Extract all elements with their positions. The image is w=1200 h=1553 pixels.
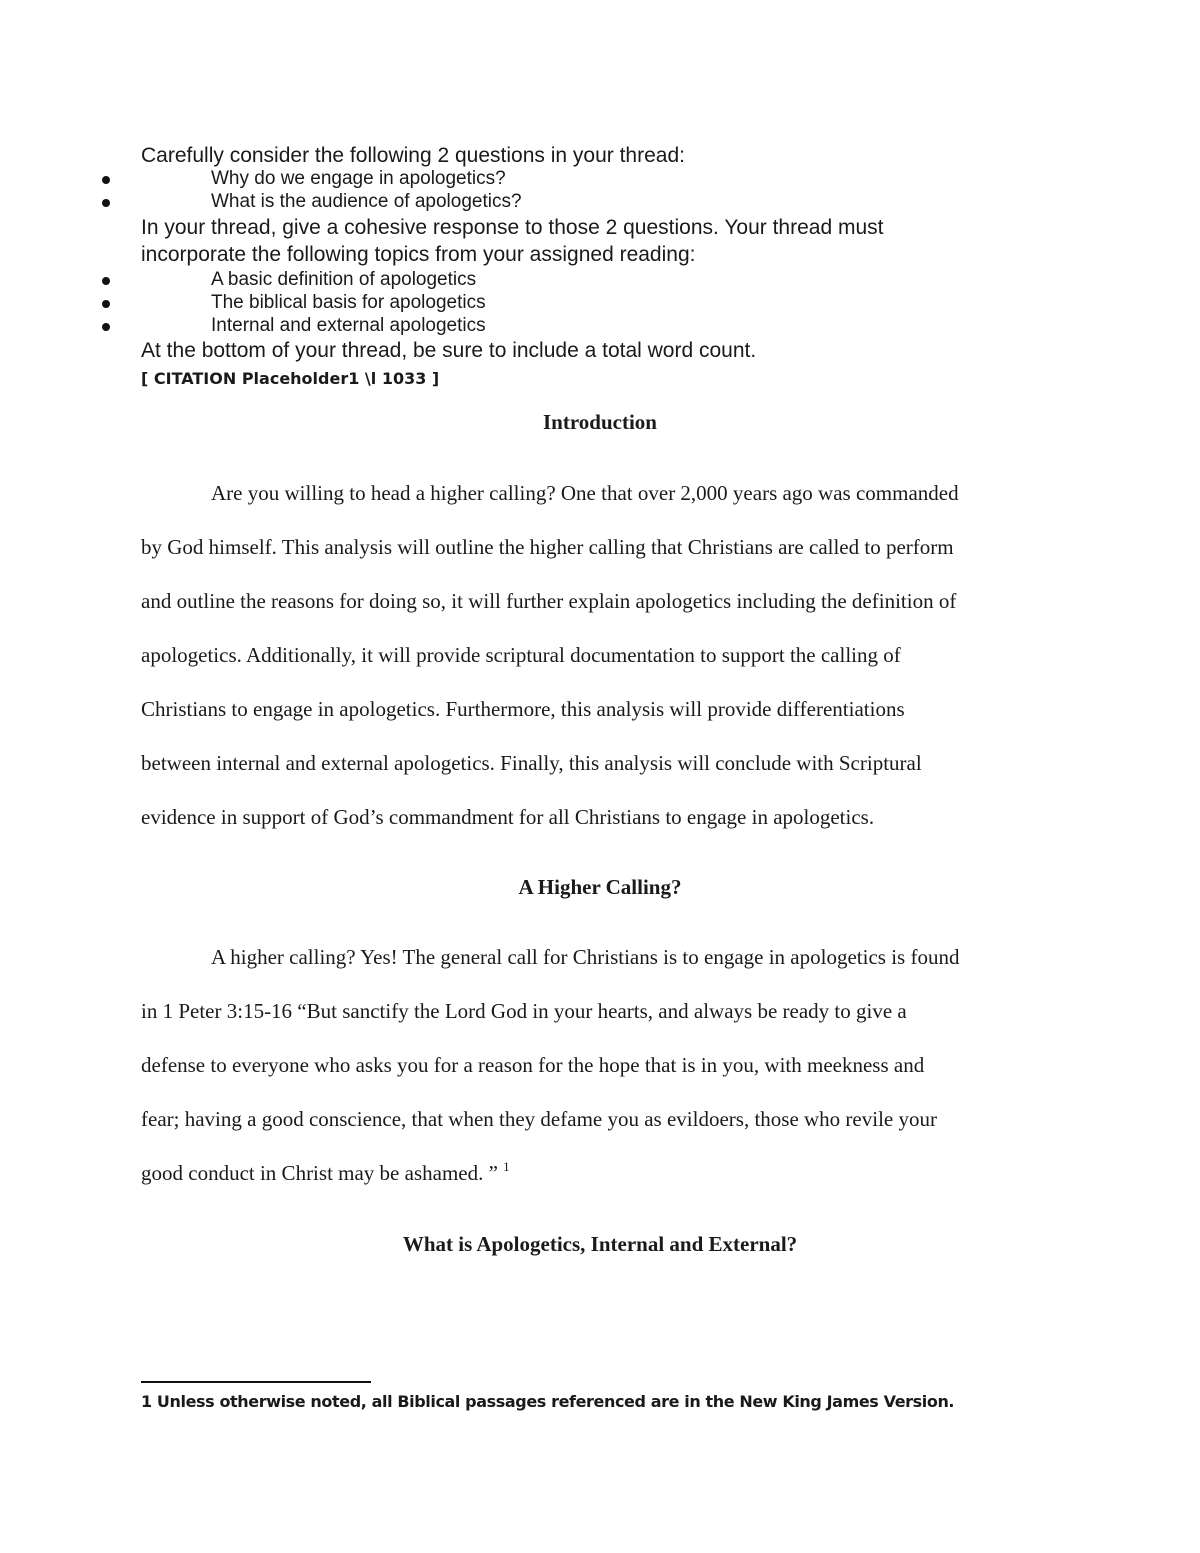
paragraph-line: A higher calling? Yes! The general call for Christians is to engage in apologetics is found xyxy=(211,945,960,969)
footnote-text: 1 Unless otherwise noted, all Biblical passages referenced are in the New King James Version. xyxy=(141,1392,955,1411)
citation-placeholder: [ CITATION Placeholder1 \l 1033 ] xyxy=(141,369,440,388)
paragraph-line: apologetics. Additionally, it will provide scriptural documentation to support the calling of xyxy=(141,643,901,667)
question-text: What is the audience of apologetics? xyxy=(211,191,522,212)
question-text: Why do we engage in apologetics? xyxy=(211,168,506,189)
prompt-closing: At the bottom of your thread, be sure to include a total word count. xyxy=(141,339,757,362)
list-item xyxy=(0,314,800,337)
list-item xyxy=(0,268,800,291)
footnote-reference[interactable]: 1 xyxy=(503,1159,510,1174)
bullet-icon xyxy=(102,176,110,184)
paragraph-line: fear; having a good conscience, that when they defame you as evildoers, those who revile your xyxy=(141,1107,937,1131)
section-heading: A Higher Calling? xyxy=(518,875,682,899)
topic-text: A basic definition of apologetics xyxy=(211,269,477,290)
topic-text: The biblical basis for apologetics xyxy=(211,292,486,313)
section-heading: Introduction xyxy=(543,410,657,434)
bullet-icon xyxy=(102,323,110,331)
paragraph-line: Are you willing to head a higher calling? One that over 2,000 years ago was commanded xyxy=(211,481,959,505)
list-item xyxy=(0,291,800,314)
paragraph-line: and outline the reasons for doing so, it will further explain apologetics including the definition of xyxy=(141,589,957,613)
paragraph-line: between internal and external apologetics. Finally, this analysis will conclude with Scriptural xyxy=(141,751,922,775)
bullet-icon xyxy=(102,199,110,207)
paragraph-line xyxy=(141,1159,510,1190)
bullet-icon xyxy=(102,277,110,285)
section-heading: What is Apologetics, Internal and External? xyxy=(402,1232,798,1256)
footnote-separator xyxy=(141,1381,371,1383)
prompt-instruction: In your thread, give a cohesive response to those 2 questions. Your thread must xyxy=(141,216,884,239)
list-item xyxy=(0,190,800,213)
bullet-icon xyxy=(102,300,110,308)
paragraph-line: in 1 Peter 3:15-16 “But sanctify the Lord God in your hearts, and always be ready to give a xyxy=(141,999,907,1023)
paragraph-line: evidence in support of God’s commandment for all Christians to engage in apologetics. xyxy=(141,805,875,829)
prompt-instruction: incorporate the following topics from your assigned reading: xyxy=(141,243,696,266)
paragraph-line: Christians to engage in apologetics. Furthermore, this analysis will provide differentiations xyxy=(141,697,905,721)
paragraph-line: by God himself. This analysis will outline the higher calling that Christians are called to perform xyxy=(141,535,954,559)
topic-text: Internal and external apologetics xyxy=(211,315,486,336)
quote-text: good conduct in Christ may be ashamed. ” xyxy=(141,1161,498,1185)
list-item xyxy=(0,167,800,190)
paragraph-line: defense to everyone who asks you for a reason for the hope that is in you, with meekness and xyxy=(141,1053,925,1077)
prompt-intro: Carefully consider the following 2 questions in your thread: xyxy=(141,144,685,167)
